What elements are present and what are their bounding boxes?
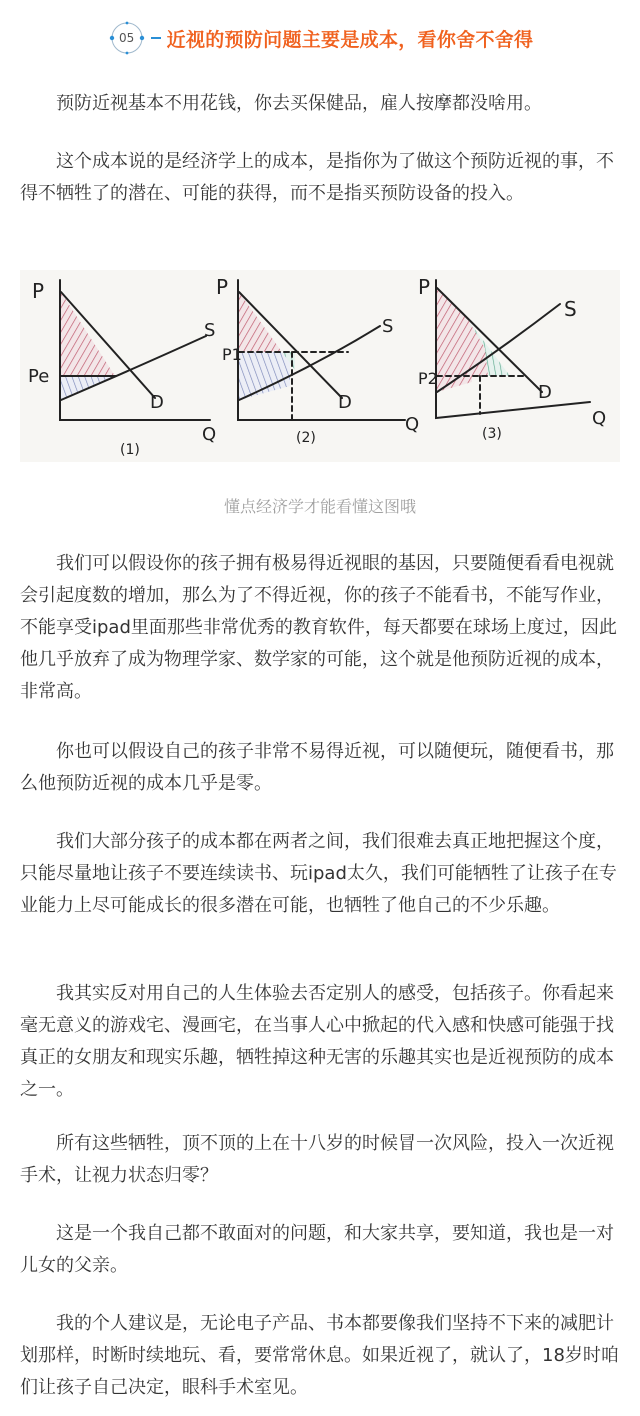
panel-3-q-label: Q (592, 408, 607, 429)
panel-2-q-label: Q (405, 414, 420, 435)
panel-2-p-label: P (216, 275, 229, 299)
panel-1-s-label: S (204, 320, 216, 341)
panel-2-price-label: P1 (222, 345, 242, 364)
paragraph-9: 我的个人建议是，无论电子产品、书本都要像我们坚持不下来的减肥计划那样，时断时续地玩、看，要常常休息。如果近视了，就认了，18岁时咱们让孩子自己决定，眼科手术室见。 (20, 1313, 619, 1398)
paragraph-2: 这个成本说的是经济学上的成本，是指你为了做这个预防近视的事，不得不牺牲了的潜在、可能的获得，而不是指买预防设备的投入。 (20, 151, 614, 204)
supply-demand-figure (20, 270, 620, 462)
paragraph-1: 预防近视基本不用花钱，你去买保健品，雇人按摩都没啥用。 (56, 93, 542, 114)
paragraph-8: 这是一个我自己都不敢面对的问题，和大家共享，要知道，我也是一对儿女的父亲。 (20, 1223, 614, 1276)
panel-1-number: (1) (120, 442, 140, 458)
panel-3-d-label: D (538, 382, 552, 403)
section-header (0, 18, 640, 58)
panel-3-number: (3) (482, 426, 502, 442)
paragraph-6: 我其实反对用自己的人生体验去否定别人的感受，包括孩子。你看起来毫无意义的游戏宅、漫画宅，在当事人心中掀起的代入感和快感可能强于找真正的女朋友和现实乐趣，牺牲掉这种无害的乐趣其实也是近视预防的成本之一。 (20, 983, 614, 1100)
paragraph-5: 我们大部分孩子的成本都在两者之间，我们很难去真正地把握这个度，只能尽量地让孩子不要连续读书、玩ipad太久，我们可能牺牲了让孩子在专业能力上尽可能成长的很多潜在可能，也牺牲了他自己的不少乐趣。 (20, 831, 617, 916)
panel-1-price-label: Pe (28, 366, 50, 387)
graph-panel-2 (238, 280, 405, 420)
panel-1-p-label: P (32, 279, 45, 303)
paragraph-3: 我们可以假设你的孩子拥有极易得近视眼的基因，只要随便看看电视就会引起度数的增加，那么为了不得近视，你的孩子不能看书，不能写作业，不能享受ipad里面那些非常优秀的教育软件，每天都要在球场上度过，因此他几乎放弃了成为物理学家、数学家的可能，这个就是他预防近视的成本，非常高。 (20, 553, 617, 702)
figure-caption: 懂点经济学才能看懂这图哦 (223, 497, 416, 516)
panel-3-p-label: P (418, 275, 431, 299)
panel-1-q-label: Q (202, 424, 217, 445)
section-number-badge (107, 18, 147, 58)
panel-2-s-label: S (382, 316, 394, 337)
graph-panel-1 (60, 280, 210, 420)
panel-3-price-label: P2 (418, 369, 438, 388)
section-title: 近视的预防问题主要是成本，看你舍不舍得 (166, 28, 534, 51)
title-dash (151, 37, 161, 39)
paragraph-7: 所有这些牺牲，顶不顶的上在十八岁的时候冒一次风险，投入一次近视手术，让视力状态归零？ (20, 1133, 614, 1186)
paragraph-4: 你也可以假设自己的孩子非常不易得近视，可以随便玩，随便看书，那么他预防近视的成本几乎是零。 (20, 741, 614, 794)
section-number: 05 (119, 31, 135, 45)
panel-1-d-label: D (150, 392, 164, 413)
supply-demand-sketch (20, 270, 620, 462)
panel-3-s-label: S (564, 297, 577, 321)
panel-2-number: (2) (296, 430, 316, 446)
panel-2-d-label: D (338, 392, 352, 413)
